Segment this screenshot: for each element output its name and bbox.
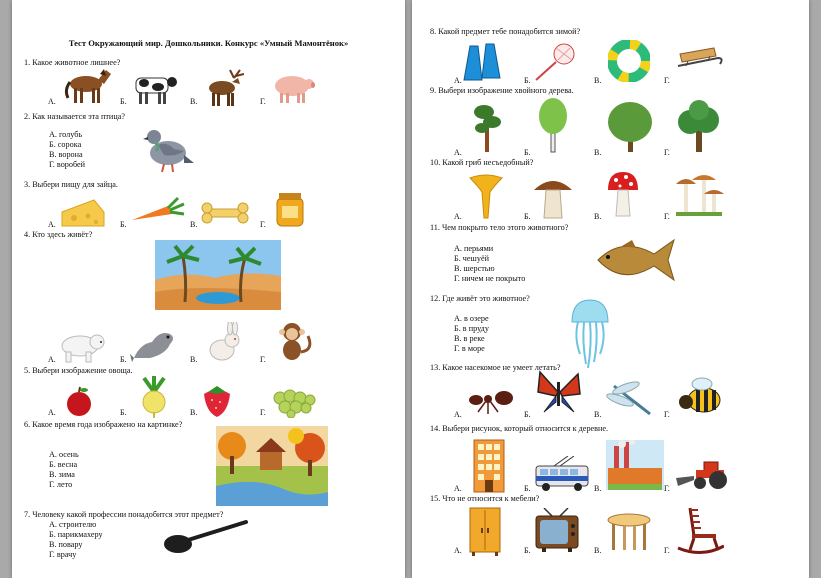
q10-label-d: Г. <box>664 212 670 221</box>
carp-fish-image <box>592 230 678 288</box>
q14-label-b: Б. <box>524 484 531 493</box>
q14-label-a: А. <box>454 484 462 493</box>
q1-label-a: А. <box>48 97 56 106</box>
q7-option-b: Б. парикмахеру <box>49 530 103 539</box>
wardrobe-image <box>468 506 502 556</box>
jellyfish-image <box>570 298 610 370</box>
q14-label-d: Г. <box>664 484 670 493</box>
q4-label-c: В. <box>190 355 198 364</box>
question-1: 1. Какое животное лишнее? <box>24 58 121 67</box>
q1-label-c: В. <box>190 97 198 106</box>
flippers-image <box>462 42 502 84</box>
q5-label-d: Г. <box>260 408 266 417</box>
factory-image <box>606 440 664 490</box>
q6-option-a: А. осень <box>49 450 79 459</box>
chanterelle-mushroom-image <box>466 172 506 220</box>
q6-option-d: Г. лето <box>49 480 73 489</box>
q15-label-b: Б. <box>524 546 531 555</box>
apartment-building-image <box>472 438 506 494</box>
q8-label-b: Б. <box>524 76 531 85</box>
q7-option-c: В. повару <box>49 540 83 549</box>
q10-label-a: А. <box>454 212 462 221</box>
q13-label-d: Г. <box>664 410 670 419</box>
television-image <box>534 508 580 554</box>
question-14: 14. Выбери рисунок, который относится к деревне. <box>430 424 609 433</box>
q3-label-b: Б. <box>120 220 127 229</box>
porcini-mushroom-image <box>532 172 574 220</box>
q12-option-a: А. в озере <box>454 314 489 323</box>
question-11: 11. Чем покрыто тело этого животного? <box>430 223 569 232</box>
q11-option-a: А. перьями <box>454 244 494 253</box>
rabbit-image <box>202 322 244 364</box>
butterfly-net-image <box>532 42 578 82</box>
oak-tree-image <box>674 100 724 154</box>
q15-label-c: В. <box>594 546 602 555</box>
q7-option-a: А. строителю <box>49 520 97 529</box>
question-6: 6. Какое время года изображено на картинке? <box>24 420 183 429</box>
polar-bear-image <box>56 324 106 364</box>
q5-label-b: Б. <box>120 408 127 417</box>
q3-label-d: Г. <box>260 220 266 229</box>
q10-label-b: Б. <box>524 212 531 221</box>
question-12: 12. Где живёт это животное? <box>430 294 530 303</box>
ant-image <box>466 386 516 416</box>
q11-option-d: Г. ничем не покрыто <box>454 274 526 283</box>
cheese-image <box>60 194 106 230</box>
carrot-image <box>128 194 188 228</box>
horse-image <box>64 66 112 106</box>
q13-label-a: А. <box>454 410 462 419</box>
question-15: 15. Что не относится к мебели? <box>430 494 540 503</box>
bone-image <box>200 198 250 228</box>
cow-image <box>130 70 178 106</box>
question-3: 3. Выбери пищу для зайца. <box>24 180 118 189</box>
pigeon-image <box>140 123 194 175</box>
fly-agaric-mushroom-image <box>606 170 640 220</box>
q2-option-d: Г. воробей <box>49 160 86 169</box>
q13-label-c: В. <box>594 410 602 419</box>
grapes-image <box>270 382 316 418</box>
q14-label-c: В. <box>594 484 602 493</box>
honey-fungus-image <box>674 172 724 218</box>
q9-label-b: Б. <box>524 148 531 157</box>
q8-label-a: А. <box>454 76 462 85</box>
q15-label-d: Г. <box>664 546 670 555</box>
swim-ring-image <box>608 40 650 82</box>
q6-option-c: В. зима <box>49 470 75 479</box>
turnip-image <box>136 374 172 418</box>
q2-option-c: В. ворона <box>49 150 83 159</box>
q12-option-b: Б. в пруду <box>454 324 489 333</box>
q3-label-a: А. <box>48 220 56 229</box>
butterfly-image <box>536 370 582 416</box>
q4-label-d: Г. <box>260 355 266 364</box>
pine-tree-image <box>470 98 504 154</box>
willow-tree-image <box>606 98 654 154</box>
trolleybus-image <box>534 456 590 492</box>
q9-label-d: Г. <box>664 148 670 157</box>
q1-label-b: Б. <box>120 97 127 106</box>
apple-image <box>64 386 94 418</box>
strawberry-image <box>200 384 234 418</box>
elk-image <box>200 68 244 108</box>
pig-image <box>270 70 316 106</box>
question-2-text: 2. Как называется эта птица? <box>24 112 125 121</box>
q10-label-c: В. <box>594 212 602 221</box>
question-7: 7. Человеку какой профессии понадобится этот предмет? <box>24 510 224 519</box>
q5-label-a: А. <box>48 408 56 417</box>
dragonfly-image <box>606 378 656 418</box>
question-9: 9. Выбери изображение хвойного дерева. <box>430 86 574 95</box>
q1-label-d: Г. <box>260 97 266 106</box>
q12-option-c: В. в реке <box>454 334 485 343</box>
q4-label-a: А. <box>48 355 56 364</box>
autumn-scene-image <box>216 426 328 506</box>
table-image <box>606 512 652 552</box>
q9-label-c: В. <box>594 148 602 157</box>
q6-option-b: Б. весна <box>49 460 78 469</box>
seal-image <box>130 324 178 364</box>
q9-label-a: А. <box>454 148 462 157</box>
q12-option-d: Г. в море <box>454 344 485 353</box>
q8-label-d: Г. <box>664 76 670 85</box>
q2-option-b: Б. сорока <box>49 140 82 149</box>
q13-label-b: Б. <box>524 410 531 419</box>
question-8: 8. Какой предмет тебе понадобится зимой? <box>430 27 581 36</box>
q11-option-b: Б. чешуёй <box>454 254 489 263</box>
q15-label-a: А. <box>454 546 462 555</box>
q5-label-c: В. <box>190 408 198 417</box>
q7-option-d: Г. врачу <box>49 550 77 559</box>
question-13: 13. Какое насекомое не умеет летать? <box>430 363 561 372</box>
monkey-image <box>274 320 314 364</box>
sled-image <box>674 44 724 78</box>
desert-oasis-image <box>155 240 281 310</box>
page-title: Тест Окружающий мир. Дошкольники. Конкурс «Умный Мамонтёнок» <box>68 38 349 48</box>
ladle-image <box>160 518 250 558</box>
q11-option-c: В. шерстью <box>454 264 495 273</box>
rocking-chair-image <box>676 506 724 556</box>
q4-label-b: Б. <box>120 355 127 364</box>
q8-label-c: В. <box>594 76 602 85</box>
honey-jar-image <box>274 190 306 230</box>
q2-option-a: А. голубь <box>49 130 83 139</box>
question-5: 5. Выбери изображение овоща. <box>24 366 133 375</box>
q3-label-c: В. <box>190 220 198 229</box>
tractor-image <box>674 456 738 492</box>
bee-image <box>676 376 724 418</box>
question-4: 4. Кто здесь живёт? <box>24 230 93 239</box>
worksheet-page-2 <box>412 0 809 578</box>
birch-tree-image <box>536 96 570 154</box>
question-10: 10. Какой гриб несъедобный? <box>430 158 534 167</box>
worksheet-page-1 <box>12 0 405 578</box>
